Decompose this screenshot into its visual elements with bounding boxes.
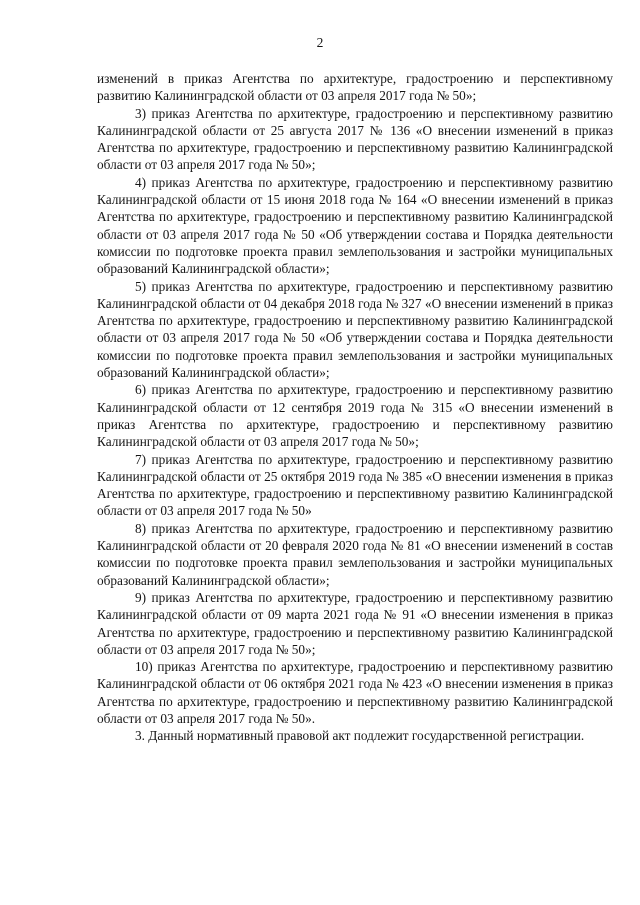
list-item-9: 9) приказ Агентства по архитектуре, градостроению и перспективному развитию Калининградской области от 09 марта 2021 года № 91 «О внесении изменения в приказ Агентства по архитектуре, градостроению и перспективному развитию Калининградской области от 03 апреля 2017 года № 50»; <box>97 589 613 657</box>
list-item-10: 10) приказ Агентства по архитектуре, градостроению и перспективному развитию Калининградской области от 06 октября 2021 года № 423 «О внесении изменения в приказ Агентства по архитектуре, градостроению и перспективному развитию Калининградской области от 03 апреля 2017 года № 50». <box>97 659 613 726</box>
list-item-7: 7) приказ Агентства по архитектуре, градостроению и перспективному развитию Калининградской области от 25 октября 2019 года № 385 «О внесении изменения в приказ Агентства по архитектуре, градостроению и перспективному развитию Калининградской области от 03 апреля 2017 года № 50» <box>97 451 613 519</box>
list-item-5: 5) приказ Агентства по архитектуре, градостроению и перспективному развитию Калининградской области от 04 декабря 2018 года № 327 «О внесении изменений в приказ Агентства по архитектуре, градостроению и перспективному развитию Калининградской области от 03 апреля 2017 года № 50 «Об утверждении состава и Порядка деятельности комиссии по подготовке проекта правил землепользования и застройки муниципальных образований Калининградской области»; <box>97 278 613 381</box>
page-number: 2 <box>316 35 324 50</box>
list-item-4: 4) приказ Агентства по архитектуре, градостроению и перспективному развитию Калининградской области от 15 июня 2018 года № 164 «О внесении изменений в приказ Агентства по архитектуре, градостроению и перспективному развитию Калининградской области от 03 апреля 2017 года № 50 «Об утверждении состава и Порядка деятельности комиссии по подготовке проекта правил землепользования и застройки муниципальных образований Калининградской области»; <box>97 174 613 277</box>
clause-3: 3. Данный нормативный правовой акт подлежит государственной регистрации. <box>135 728 585 744</box>
document-body <box>97 70 613 745</box>
list-item-8: 8) приказ Агентства по архитектуре, градостроению и перспективному развитию Калининградской области от 20 февраля 2020 года № 81 «О внесении изменений в состав комиссии по подготовке проекта правил землепользования и застройки муниципальных образований Калининградской области»; <box>97 520 613 588</box>
list-item-3: 3) приказ Агентства по архитектуре, градостроению и перспективному развитию Калининградской области от 25 августа 2017 № 136 «О внесении изменений в приказ Агентства по архитектуре, градостроению и перспективному развитию Калининградской области от 03 апреля 2017 года № 50»; <box>97 105 613 173</box>
list-item-6: 6) приказ Агентства по архитектуре, градостроению и перспективному развитию Калининградской области от 12 сентября 2019 года № 315 «О внесении изменений в приказ Агентства по архитектуре, градостроению и перспективному развитию Калининградской области от 03 апреля 2017 года № 50»; <box>97 382 613 450</box>
paragraph-continuation: изменений в приказ Агентства по архитектуре, градостроению и перспективному развитию Калининградской области от 03 апреля 2017 года № 50»; <box>97 71 613 104</box>
